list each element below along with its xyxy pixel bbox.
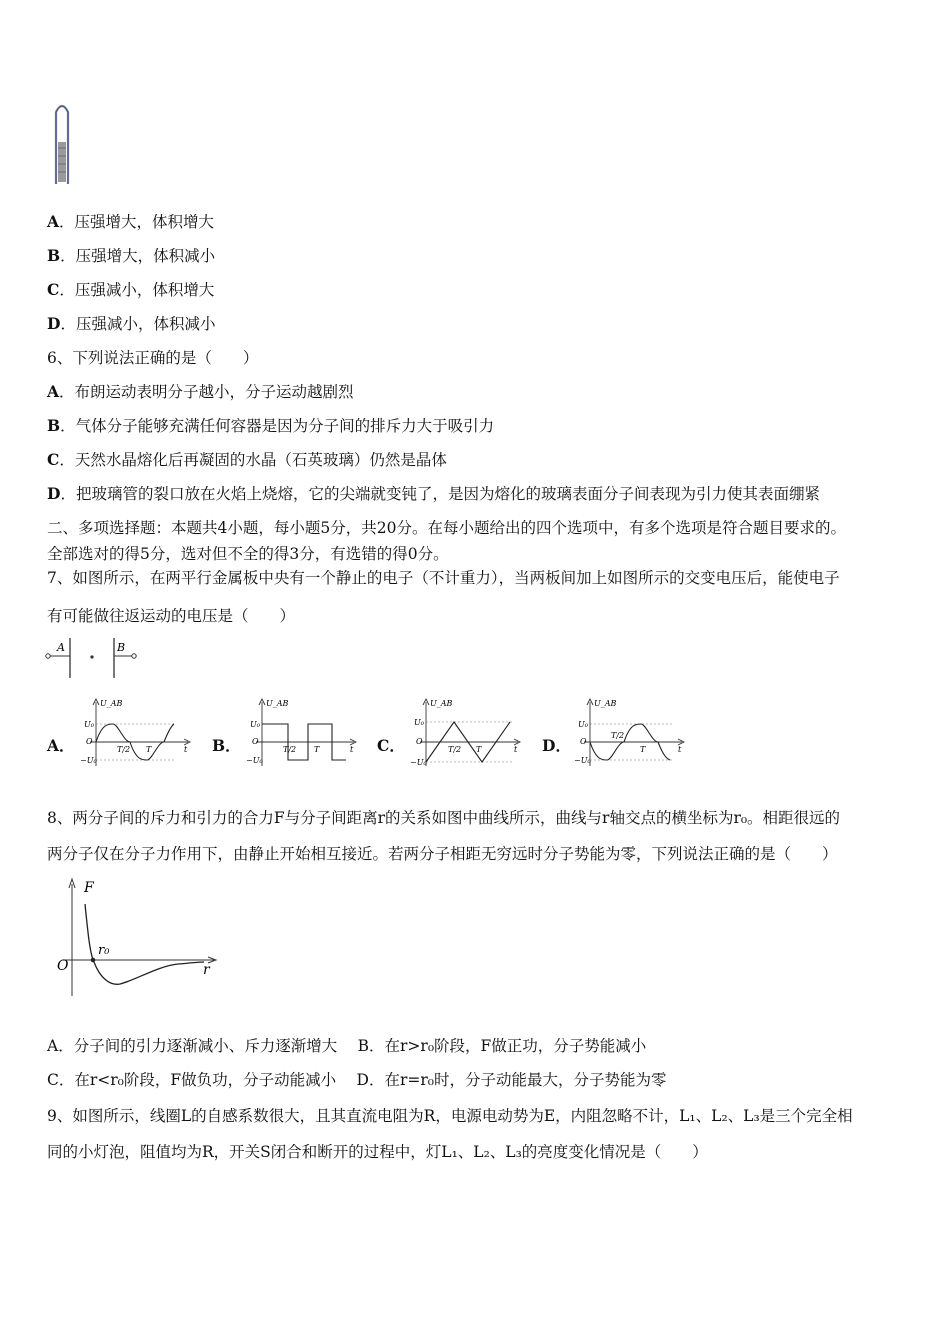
q8-force-graph: [54, 874, 224, 1000]
q7b-period: T: [314, 745, 320, 754]
electron-dot: [90, 655, 93, 658]
q7d-u0: U₀: [578, 720, 588, 729]
u-tube-figure: [50, 100, 74, 188]
q7-graph-d: [574, 696, 690, 768]
q7a-half-period: T/2: [117, 745, 131, 754]
q7b-neg-u0: −U₀: [246, 756, 263, 765]
q5-option-d: D．压强减小，体积减小: [47, 314, 216, 333]
q7c-origin: O: [416, 737, 423, 746]
q7d-half-period: T/2: [611, 731, 625, 740]
q6-option-d: D．把玻璃管的裂口放在火焰上烧熔，它的尖端就变钝了，是因为熔化的玻璃表面分子间表现为引力使其表面绷紧: [47, 484, 820, 503]
q8-options-line2: C．在r<r₀阶段，F做负功，分子动能减小 D．在r=r₀时，分子动能最大，分子势能为零: [47, 1071, 667, 1089]
q6-option-b: B．气体分子能够充满任何容器是因为分子间的排斥力大于吸引力: [47, 416, 495, 435]
q7a-neg-u0: −U₀: [80, 756, 97, 765]
q8-options-line1: A．分子间的引力逐渐减小、斥力逐渐增大 B．在r>r₀阶段，F做正功，分子势能减小: [47, 1037, 647, 1055]
q9-stem-line1: 9、如图所示，线圈L的自感系数很大，且其直流电阻为R，电源电动势为E，内阻忽略不计，L₁、L₂、L₃是三个完全相: [47, 1107, 853, 1125]
q5-option-a: A．压强增大，体积增大: [47, 212, 215, 231]
q6-option-a: A．布朗运动表明分子越小，分子运动越剧烈: [47, 382, 354, 401]
q8-f-label: F: [84, 880, 94, 896]
q5-option-b: B．压强增大，体积减小: [47, 246, 216, 265]
section2-header-line1: 二、多项选择题：本题共4小题，每小题5分，共20分。在每小题给出的四个选项中，有多个选项是符合题目要求的。: [47, 519, 846, 537]
q7-option-b-label: B．: [212, 736, 241, 755]
q7c-neg-u0: −U₀: [410, 758, 427, 767]
q6-option-c: C．天然水晶熔化后再凝固的水晶（石英玻璃）仍然是晶体: [47, 450, 447, 469]
q8-r0-label: r₀: [98, 943, 110, 958]
q8-r-label: r: [203, 962, 210, 978]
q8-stem-line2: 两分子仅在分子力作用下，由静止开始相互接近。若两分子相距无穷远时分子势能为零，下列说法正确的是（ ）: [47, 845, 838, 863]
r0-intersection-point: [91, 958, 96, 963]
parallel-plates-figure: [44, 636, 140, 680]
q7b-half-period: T/2: [283, 745, 297, 754]
q8-origin-label: O: [57, 958, 69, 974]
q7a-origin: O: [86, 737, 93, 746]
q7d-t: t: [678, 745, 682, 754]
q7c-t: t: [514, 745, 518, 754]
q5-option-c: C．压强减小，体积增大: [47, 280, 215, 299]
q7a-ylabel: U_AB: [100, 699, 123, 708]
q7b-ylabel: U_AB: [266, 699, 289, 708]
q7b-t: t: [350, 745, 354, 754]
q7a-period: T: [146, 745, 152, 754]
q8-stem-line1: 8、两分子间的斥力和引力的合力F与分子间距离r的关系如图中曲线所示，曲线与r轴交点的横坐标为r₀。相距很远的: [47, 809, 841, 827]
q6-stem: 6、下列说法正确的是（ ）: [47, 349, 259, 367]
q7-stem-line1: 7、如图所示，在两平行金属板中央有一个静止的电子（不计重力），当两板间加上如图所示的交变电压后，能使电子: [47, 569, 840, 587]
q7c-ylabel: U_AB: [430, 699, 453, 708]
q7c-period: T: [476, 745, 482, 754]
q9-stem-line2: 同的小灯泡，阻值均为R，开关S闭合和断开的过程中，灯L₁、L₂、L₃的亮度变化情况是（ ）: [47, 1143, 708, 1161]
q7-graph-b: [246, 696, 362, 768]
q7b-u0: U₀: [250, 720, 260, 729]
q7a-t: t: [184, 745, 188, 754]
section2-header-line2: 全部选对的得5分，选对但不全的得3分，有选错的得0分。: [47, 545, 449, 563]
q7-graph-c: [410, 696, 526, 768]
q7a-u0: U₀: [84, 720, 94, 729]
q7-option-a-label: A．: [47, 736, 75, 755]
q7c-half-period: T/2: [448, 745, 462, 754]
q7d-origin: O: [580, 737, 587, 746]
q7d-period: T: [640, 745, 646, 754]
q7-option-c-label: C．: [377, 736, 405, 755]
q7-option-d-label: D．: [542, 736, 571, 755]
q7c-u0: U₀: [414, 718, 424, 727]
plate-b-label: B: [117, 641, 126, 654]
q7b-origin: O: [252, 737, 259, 746]
q7d-ylabel: U_AB: [594, 699, 617, 708]
q7-graph-a: [80, 696, 196, 768]
q7-stem-line2: 有可能做往返运动的电压是（ ）: [47, 607, 296, 625]
q7d-neg-u0: −U₀: [574, 756, 591, 765]
plate-a-label: A: [57, 641, 65, 654]
